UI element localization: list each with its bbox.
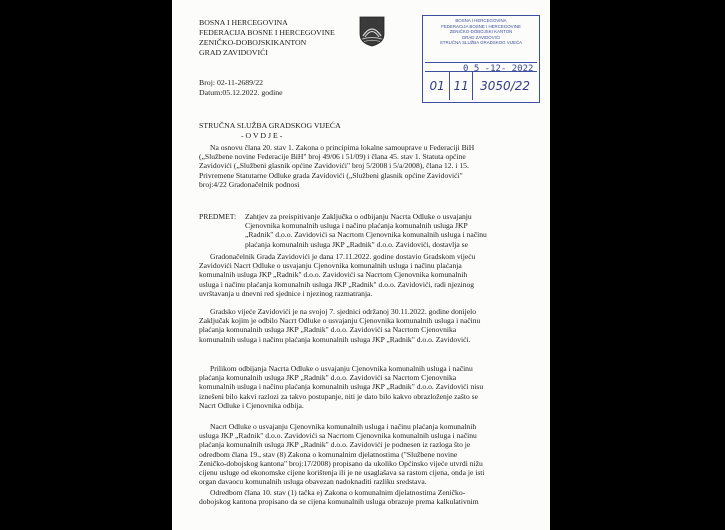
text-line: odredbom člana 19., stav (8) Zakona o komunalnim djelatnostima ("Službene novine xyxy=(199,449,458,459)
subject-label: PREDMET: xyxy=(199,212,237,221)
paragraph-justification xyxy=(199,422,533,486)
text-line: Zavidovići („Službeni glasnik općine Zavidovići" broj 5/2008 i 5/a/2008), člana 12. i 15. xyxy=(199,161,469,171)
paragraph-submission xyxy=(199,252,533,298)
letterhead-line: FEDERACIJA BOSNE I HERCEGOVINE xyxy=(199,28,335,37)
paragraph-article-10 xyxy=(199,488,533,506)
subject-line: plaćanja komunalnih usluga JKP „Radnik" d.o.o. Zavidovići, dostavlja se xyxy=(245,239,468,249)
text-line: Gradsko vijeće Zavidovići je na svojoj 7. sjednici održanoj 30.11.2022. godine donijelo xyxy=(210,307,477,316)
subject-block xyxy=(199,212,487,249)
stamp-cell: 01 xyxy=(425,72,450,100)
text-line: („Službene novine Federacije BiH" broj 49/06 i 51/09) i člana 45. stav 1. Statuta općine xyxy=(199,152,466,162)
stamp-header xyxy=(425,18,537,63)
stamp-line: STRUČNA SLUŽBA GRADSKOG VIJEĆA xyxy=(439,40,523,46)
subject-line: Cjenovnika komunalnih usluga i načinu plaćanja komunalnih usluga JKP xyxy=(245,221,468,231)
stamp-date: 0 5 -12- 2022 xyxy=(463,64,534,74)
recipient-block xyxy=(199,121,341,141)
text-line: usluga JKP „Radnik" d.o.o. Zavidovići sa Nacrtom Cjenovnika komunalnih usluga i načinu xyxy=(199,431,477,441)
stamp-line: ZENIČKO-DOBOJSKI KANTON xyxy=(449,29,513,35)
stamp-line: BOSNA I HERCEGOVINA xyxy=(455,18,507,23)
paragraph-rejection xyxy=(199,307,533,344)
text-line: broj:4/22 Gradonačelnik podnosi xyxy=(199,179,300,189)
text-line: usluga i načinu plaćanja komunalnih usluga JKP „Radnik" d.o.o. Zavidovići, radi njezinog xyxy=(199,279,475,289)
text-line: Gradonačelnik Grada Zavidovići je dana 17.11.2022. godine dostavio Gradskom vijeću xyxy=(210,252,476,261)
text-line: Odredbom člana 10. stav (1) tačka e) Zakona o komunalnim djelatnostima Zeničko- xyxy=(210,488,466,497)
coat-of-arms-icon xyxy=(359,16,385,47)
text-line: plaćanja komunalnih usluga JKP „Radnik" d.o.o. Zavidovići je podnesen iz razloga što je xyxy=(199,440,471,450)
reference-number: Broj: 02-11-2689/22 xyxy=(199,78,264,87)
text-line: dobojskog kantona propisano da se cijena komunalnih usluga obrazuje prema kalkulativnim xyxy=(199,497,479,507)
letterhead-line: ZENIČKO-DOBOJSKIKANTON xyxy=(199,38,307,47)
text-line: iznešeni bilo kakvi razlozi za takvo postupanje, niti je dato bilo kakvo obrazloženje zašto se xyxy=(199,391,478,401)
text-line: Nacrt Odluke i Cjenovnika odbija. xyxy=(199,400,304,410)
text-line: Na osnovu člana 20. stav 1. Zakona o principima lokalne samouprave u Federaciji BiH xyxy=(210,143,475,152)
registry-stamp xyxy=(422,15,540,103)
stamp-cell: 11 xyxy=(450,72,473,100)
stamp-cells xyxy=(425,71,537,100)
text-line: organ davaocu komunalnih usluga obavezan nadoknaditi razliku sredstava. xyxy=(199,477,427,487)
text-line: Prilikom odbijanja Nacrta Odluke o usvajanju Cjenovnika komunalnih usluga i načinu xyxy=(210,364,473,373)
text-line: komunalnih usluga i načinu plaćanja komunalnih usluga JKP „Radnik" d.o.o. Zavidovići nisu xyxy=(199,382,484,392)
reference-block xyxy=(199,78,283,98)
text-line: Zeničko-dobojskog kantona" broj:17/2008) propisano da ukoliko Općinsko vijeće utvrdi nižu xyxy=(199,458,483,468)
stamp-cell: 3050/22 xyxy=(480,79,531,93)
text-line: komunalnih usluga JKP „Radnik" d.o.o. Zavidovići sa Nacrtom Cjenovnika komunalnih xyxy=(199,270,468,280)
text-line: Zavidovići Nacrt Odluke o usvajanju Cjenovnika komunalnih usluga i načinu plaćanja xyxy=(199,261,462,271)
paragraph-no-reasons xyxy=(199,364,533,410)
text-line: uvrštavanja u dnevni red sjednice i njezinog razmatranja. xyxy=(199,288,373,298)
text-line: cijenu usluge od ekonomske cijene korištenja ili je ne usaglašava sa rastom cijena, onda je isti xyxy=(199,468,485,478)
stamp-line: GRAD ZAVIDOVIĆI xyxy=(461,34,501,40)
document-page xyxy=(172,0,550,530)
subject-line: Zahtjev za preispitivanje Zaključka o odbijanju Nacrta Odluke o usvajanju xyxy=(245,212,472,221)
text-line: plaćanja komunalnih usluga JKP „Radnik" d.o.o. Zavidovići sa Nacrtom Cjenovnika xyxy=(199,373,457,383)
letterhead xyxy=(199,18,335,58)
text-line: Zaključak kojim je odbilo Nacrt Odluke o usvajanju Cjenovnika komunalnih usluga i načinu xyxy=(199,316,481,326)
stamp-line: FEDERACIJA BOSNE I HERCEGOVINE xyxy=(441,23,521,29)
recipient-line: STRUČNA SLUŽBA GRADSKOG VIJEĆA xyxy=(199,121,341,130)
letterhead-line: BOSNA I HERCEGOVINA xyxy=(199,18,288,27)
subject-line: „Radnik" d.o.o. Zavidovići sa Nacrtom Cjenovnika komunalnih usluga i načinu xyxy=(245,230,487,240)
text-line: Nacrt Odluke o usvajanju Cjenovnika komunalnih usluga i načinu plaćanja komunalnih xyxy=(210,422,477,431)
text-line: Privremene Statutarne Odluke grada Zavidovići („Službeni glasnik općine Zavidovići" xyxy=(199,170,463,180)
paragraph-legal-basis xyxy=(199,143,544,189)
letterhead-line: GRAD ZAVIDOVIĆI xyxy=(199,48,268,57)
subject-row xyxy=(199,212,487,221)
reference-date: Datum:05.12.2022. godine xyxy=(199,88,283,97)
text-line: plaćanja komunalnih usluga JKP „Radnik" d.o.o. Zavidovići sa Nacrtom Cjenovnika xyxy=(199,325,457,335)
recipient-line: - O V D J E - xyxy=(241,131,283,140)
text-line: komunalnih usluga i načinu plaćanja komunalnih usluga JKP „Radnik" d.o.o. Zavidovići. xyxy=(199,334,471,344)
